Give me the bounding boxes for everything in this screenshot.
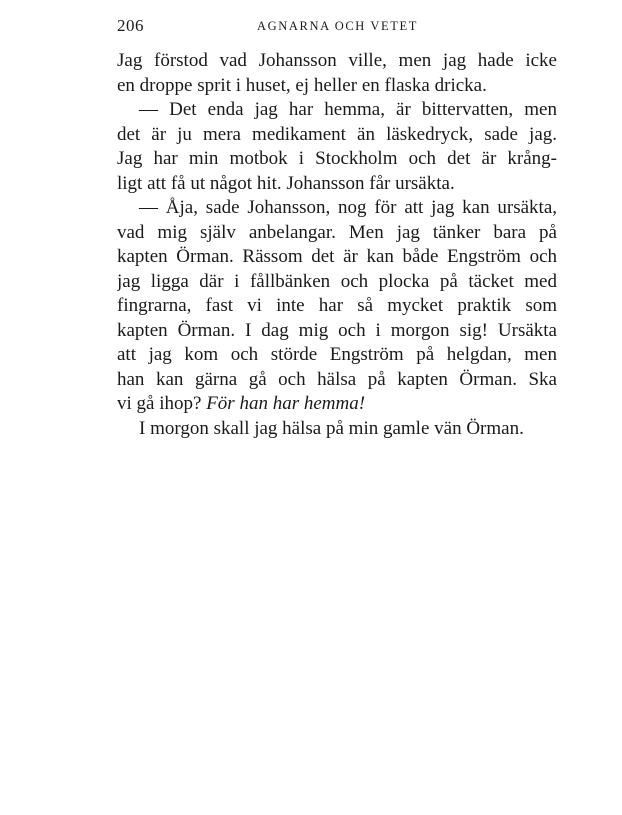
paragraph [117, 49, 557, 98]
text-line-italic: För han har hemma! [206, 393, 366, 414]
text-line-plain: vi gå ihop? [117, 393, 202, 414]
text-line: Jag förstod vad Johansson ville, men jag hade icke [117, 50, 557, 71]
paragraph [117, 98, 557, 196]
text-line: kapten Örman. I dag mig och i morgon sig! Ursäkta [117, 319, 557, 341]
text-line: — Åja, sade Johansson, nog för att jag kan ursäkta, [139, 197, 557, 218]
text-line: fingrarna, fast vi inte har så mycket praktik som [117, 295, 557, 316]
paragraph [117, 417, 557, 442]
text-line: kapten Örman. Rässom det är kan både Engström och [117, 246, 557, 267]
text-line: vad mig själv anbelangar. Men jag tänker bara på [117, 221, 557, 243]
page-number: 206 [117, 16, 144, 35]
text-line [117, 392, 557, 417]
text-line: — Det enda jag har hemma, är bittervatten, men [139, 99, 557, 120]
paragraph [117, 196, 557, 417]
text-line: att jag kom och störde Engström på helgdan, men [117, 344, 557, 365]
text-line: han kan gärna gå och hälsa på kapten Örman. Ska [117, 368, 557, 390]
text-line: I morgon skall jag hälsa på min gamle vän Örman. [139, 417, 524, 439]
text-line: det är ju mera medikament än läskedryck, sade jag. [117, 123, 557, 145]
text-line: jag ligga där i fållbänken och plocka på täcket med [117, 270, 557, 292]
text-line: Jag har min motbok i Stockholm och det är krång- [117, 148, 557, 169]
running-title: AGNARNA OCH VETET [257, 19, 418, 33]
text-line: en droppe sprit i huset, ej heller en flaska dricka. [117, 74, 487, 96]
body-text [117, 49, 557, 441]
running-head [117, 16, 557, 38]
text-line: ligt att få ut något hit. Johansson får ursäkta. [117, 172, 455, 194]
